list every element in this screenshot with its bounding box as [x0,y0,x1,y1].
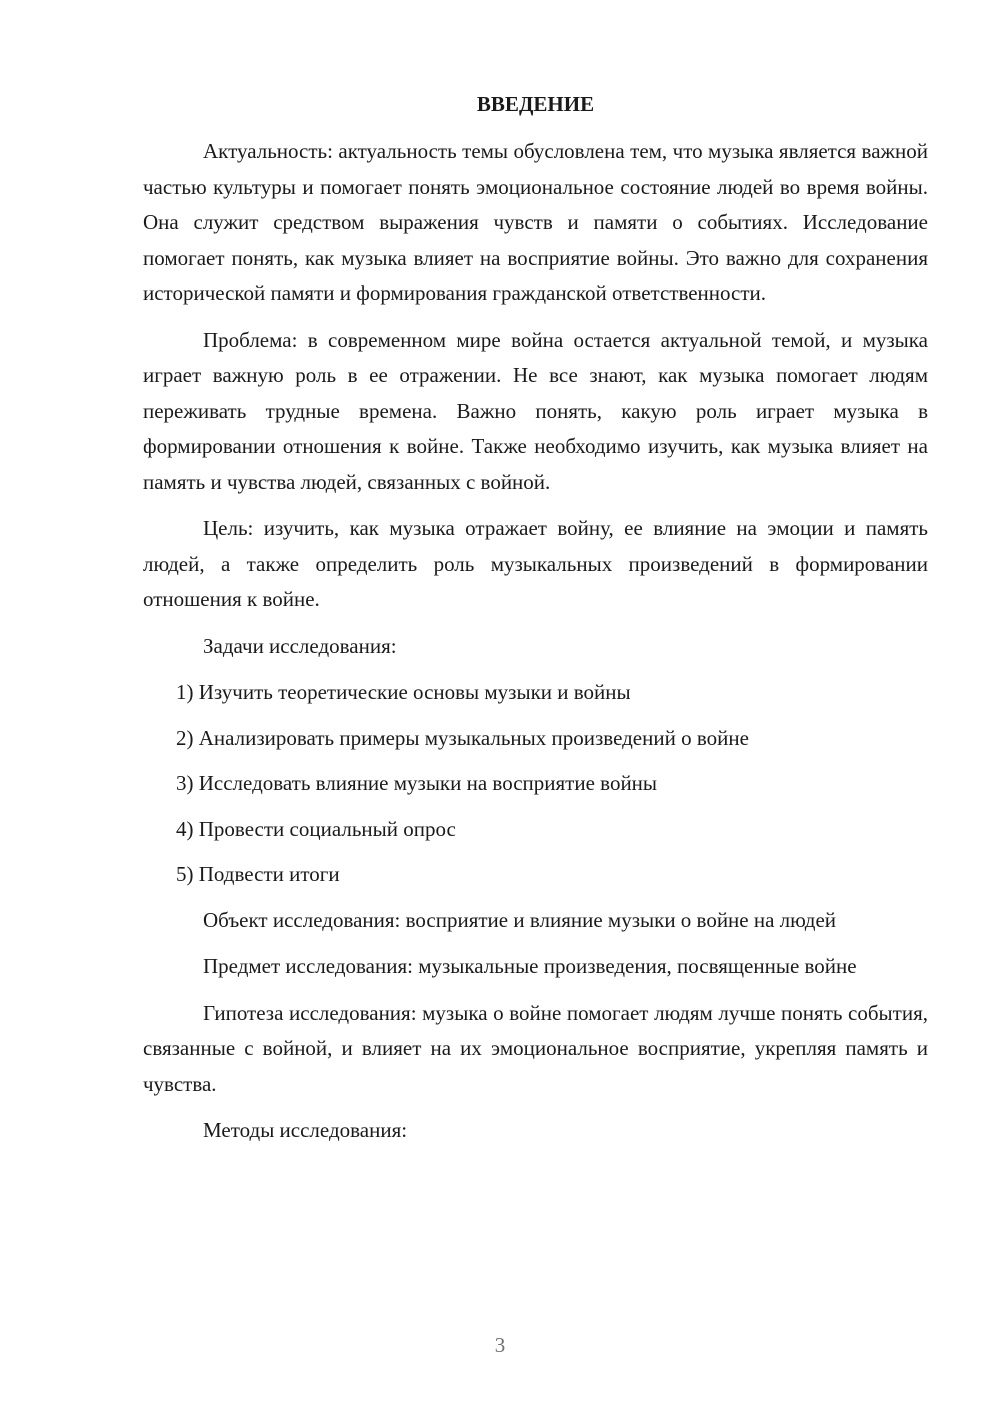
document-page [143,90,928,1160]
task-item: 2) Анализировать примеры музыкальных произведений о войне [176,725,749,750]
problem-paragraph: Проблема: в современном мире война остается актуальной темой, и музыка играет важную роль в ее отражении. Не все знают, как музыка помогает людям переживать трудные времена. Важно понять, какую роль играет музыка в формировании отношения к войне. Также необходимо изучить, как музыка влияет на память и чувства людей, связанных с войной. [143,327,928,494]
goal-paragraph: Цель: изучить, как музыка отражает войну, ее влияние на эмоции и память людей, а также определить роль музыкальных произведений в формировании отношения к войне. [143,516,928,611]
task-item: 1) Изучить теоретические основы музыки и войны [176,680,631,704]
subject-paragraph: Предмет исследования: музыкальные произведения, посвященные войне [203,954,857,978]
object-paragraph: Объект исследования: восприятие и влияние музыки о войне на людей [203,907,837,932]
task-item: 5) Подвести итоги [176,862,340,886]
methods-heading: Методы исследования: [203,1118,408,1142]
page-number: 3 [494,1333,506,1357]
tasks-heading: Задачи исследования: [203,633,397,658]
hypothesis-paragraph: Гипотеза исследования: музыка о войне помогает людям лучше понять события, связанные с войной, и влияет на их эмоциональное восприятие, укрепляя память и чувства. [143,1000,928,1096]
task-item: 3) Исследовать влияние музыки на восприятие войны [176,771,658,795]
section-title: ВВЕДЕНИЕ [476,92,595,116]
task-item: 4) Провести социальный опрос [176,816,456,841]
tasks-list [143,675,928,893]
relevance-paragraph: Актуальность: актуальность темы обусловлена тем, что музыка является важной частью культуры и помогает понять эмоциональное состояние людей во время войны. Она служит средством выражения чувств и памяти о событиях. Исследование помогает понять, как музыка влияет на восприятие войны. Это важно для сохранения исторической памяти и формирования гражданской ответственности. [143,139,928,305]
